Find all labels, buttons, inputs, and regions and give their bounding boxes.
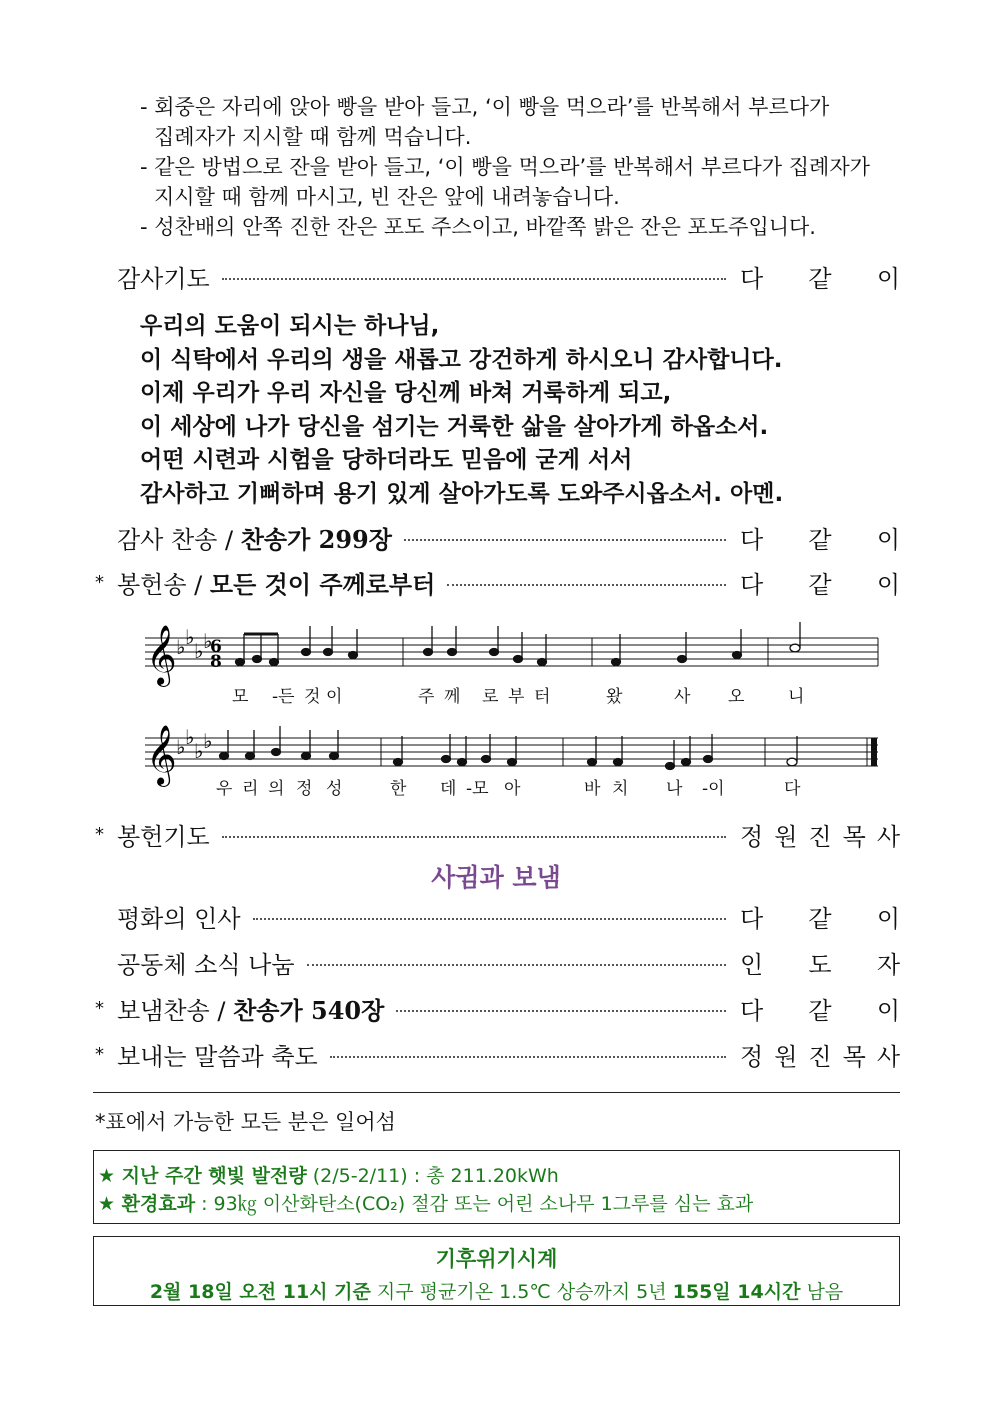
row-label: 봉헌송 / 모든 것이 주께로부터 <box>117 569 436 599</box>
svg-text:♭: ♭ <box>203 729 213 753</box>
row-leader: 다 같 이 <box>740 264 900 293</box>
music-score <box>140 612 885 806</box>
lyric-syllable: 것 <box>304 687 321 707</box>
row-label: 공동체 소식 나눔 <box>117 950 295 979</box>
row-leader: 다 같 이 <box>740 904 900 933</box>
lyric-syllable: 사 <box>674 687 691 707</box>
lyric-syllable: 의 <box>268 779 285 799</box>
liturgy-row-thanks-hymn <box>95 517 900 557</box>
leader-dots <box>330 1056 726 1058</box>
lyric-syllable: 주 <box>418 687 435 707</box>
lyric-syllable: 오 <box>728 687 745 707</box>
standing-mark: * <box>95 823 104 845</box>
prayer-line: 어떤 시련과 시험을 당하더라도 믿음에 굳게 서서 <box>140 447 633 473</box>
solar-output-line: ★ 지난 주간 햇빛 발전량 (2/5-2/11) : 총 211.20kWh <box>98 1165 559 1187</box>
divider <box>93 1092 900 1093</box>
lyric-syllable: 께 <box>444 687 461 707</box>
note-line: - 같은 방법으로 잔을 받아 들고, ‘이 빵을 먹으라’를 반복해서 부르다가 집례자가 <box>140 155 870 179</box>
note-line: - 성찬배의 안쪽 진한 잔은 포도 주스이고, 바깥쪽 밝은 잔은 포도주입니다. <box>140 215 816 239</box>
svg-text:♭: ♭ <box>185 625 195 649</box>
standing-mark: * <box>95 1043 104 1065</box>
liturgy-row-thanks-prayer <box>95 256 900 296</box>
row-label: 보내는 말씀과 축도 <box>117 1042 318 1071</box>
standing-mark: * <box>95 997 104 1019</box>
liturgy-row-benediction <box>95 1034 900 1074</box>
environment-effect-line: ★ 환경효과 : 93㎏ 이산화탄소(CO₂) 절감 또는 어린 소나무 1그루를 심는 효과 <box>98 1193 754 1215</box>
row-label: 감사 찬송 / 찬송가 299장 <box>117 524 392 554</box>
liturgy-row-offering-song <box>95 562 900 602</box>
standing-footnote: *표에서 가능한 모든 분은 일어섬 <box>95 1110 396 1134</box>
lyric-syllable: 니 <box>788 687 805 707</box>
lyric-syllable: 왔 <box>606 687 623 707</box>
key-signature-icon <box>176 625 212 763</box>
svg-text:♭: ♭ <box>176 735 186 759</box>
note-line: 집례자가 지시할 때 함께 먹습니다. <box>154 125 472 149</box>
communion-notes <box>140 92 900 242</box>
liturgy-row-news <box>95 942 900 982</box>
row-leader: 정 원 진 목 사 <box>740 822 900 851</box>
row-leader: 다 같 이 <box>740 525 900 554</box>
song-title: 모든 것이 주께로부터 <box>209 569 436 599</box>
lyric-syllable: 성 <box>326 779 343 799</box>
lyric-syllable: 바 <box>584 779 601 799</box>
svg-text:♭: ♭ <box>194 639 204 663</box>
leader-dots <box>222 836 726 838</box>
row-label: 봉헌기도 <box>117 822 210 851</box>
section-title: 사귐과 보냄 <box>431 863 561 892</box>
prayer-line: 이 세상에 나가 당신을 섬기는 거룩한 삶을 살아가게 하옵소서. <box>140 413 769 440</box>
leader-dots <box>396 1010 726 1012</box>
svg-text:♭: ♭ <box>203 629 213 653</box>
climate-clock-text: 2월 18일 오전 11시 기준 지구 평균기온 1.5℃ 상승까지 5년 155일 14시간 남음 <box>149 1281 844 1303</box>
standing-mark: * <box>95 571 104 593</box>
liturgy-row-sending-hymn <box>95 988 900 1028</box>
climate-clock-box <box>93 1236 900 1306</box>
time-signature-top: 6 <box>210 637 222 657</box>
row-label: 평화의 인사 <box>117 904 241 933</box>
hymn-number: 찬송가 299장 <box>240 524 392 554</box>
row-label: 감사기도 <box>117 264 210 293</box>
liturgy-row-peace <box>95 896 900 936</box>
prayer-line: 감사하고 기뻐하며 용기 있게 살아가도록 도와주시옵소서. 아멘. <box>140 480 784 507</box>
treble-clef-icon: 𝄞 <box>146 625 177 685</box>
svg-text:♭: ♭ <box>185 725 195 749</box>
row-leader: 다 같 이 <box>740 570 900 599</box>
thanks-prayer-text <box>140 310 783 511</box>
time-signature-bottom: 8 <box>210 652 222 672</box>
leader-dots <box>307 964 726 966</box>
liturgy-row-offering-prayer <box>95 814 900 854</box>
lyric-syllable: 리 <box>242 779 259 799</box>
note-line: 지시할 때 함께 마시고, 빈 잔은 앞에 내려놓습니다. <box>154 185 620 209</box>
solar-power-box <box>93 1150 900 1224</box>
lyric-syllable: 터 <box>534 687 551 707</box>
lyric-syllable: -이 <box>702 779 725 799</box>
row-leader: 정 원 진 목 사 <box>740 1042 900 1071</box>
lyric-syllable: 모 <box>232 687 249 707</box>
svg-text:♭: ♭ <box>176 635 186 659</box>
lyric-syllable: 치 <box>612 779 629 799</box>
prayer-line: 이 식탁에서 우리의 생을 새롭고 강건하게 하시오니 감사합니다. <box>140 346 783 373</box>
lyric-syllable: -든 <box>272 687 295 707</box>
row-leader: 인 도 자 <box>740 950 900 979</box>
leader-dots <box>253 918 726 920</box>
lyric-syllable: 아 <box>504 779 521 799</box>
lyric-syllable: 한 <box>390 779 407 799</box>
note-line: - 회중은 자리에 앉아 빵을 받아 들고, ‘이 빵을 먹으라’를 반복해서 부르다가 <box>140 95 830 119</box>
row-label: 보냄찬송 / 찬송가 540장 <box>117 995 385 1025</box>
lyric-syllable: 부 <box>508 687 525 707</box>
lyric-syllable: 다 <box>784 779 801 799</box>
svg-text:♭: ♭ <box>194 739 204 763</box>
lyric-syllable: 나 <box>666 779 683 799</box>
leader-dots <box>447 584 726 586</box>
leader-dots <box>404 539 726 541</box>
lyric-syllable: 로 <box>482 687 499 707</box>
lyric-syllable: 정 <box>296 779 313 799</box>
lyric-syllable: -모 <box>466 779 489 799</box>
hymn-number: 찬송가 540장 <box>233 995 385 1025</box>
lyric-syllable: 우 <box>216 779 233 799</box>
lyric-syllable: 이 <box>326 687 343 707</box>
leader-dots <box>222 278 726 280</box>
prayer-line: 우리의 도움이 되시는 하나님, <box>140 313 440 339</box>
lyric-syllable: 데 <box>440 779 457 799</box>
climate-clock-title: 기후위기시계 <box>435 1247 558 1271</box>
prayer-line: 이제 우리가 우리 자신을 당신께 바쳐 거룩하게 되고, <box>140 380 672 406</box>
treble-clef-icon: 𝄞 <box>146 725 177 785</box>
row-leader: 다 같 이 <box>740 996 900 1025</box>
